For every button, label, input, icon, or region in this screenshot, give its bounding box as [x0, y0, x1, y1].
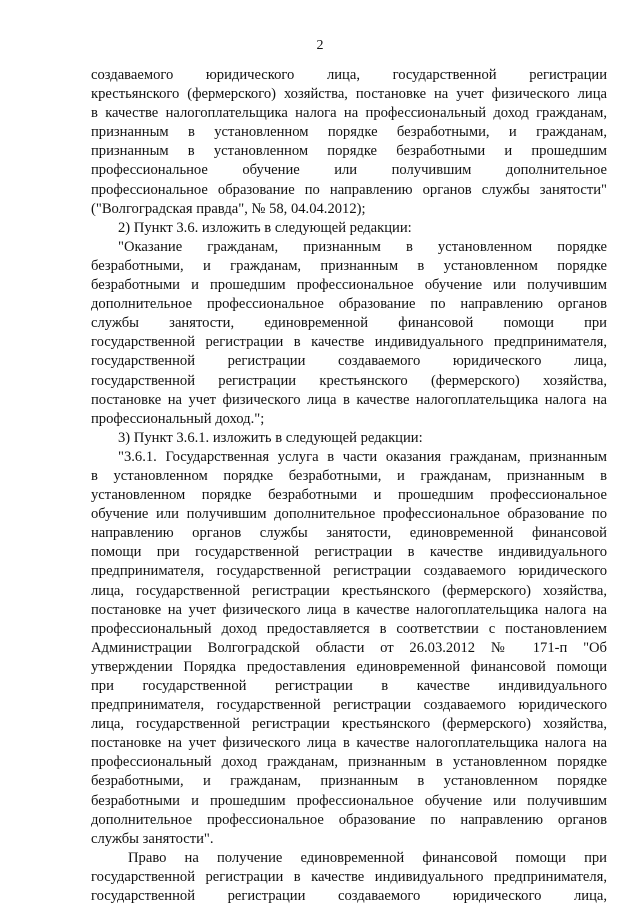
- text-line: обучение или получившим дополнительное профессиональное образование по: [91, 506, 607, 523]
- text-line: 2) Пункт 3.6. изложить в следующей редакции:: [118, 219, 412, 236]
- text-line: государственной регистрации в качестве индивидуального предпринимателя,: [91, 334, 607, 351]
- text-line: профессиональный доход.";: [91, 410, 265, 427]
- text-line: Администрации Волгоградской области от 26.03.2012 № 171-п "Об: [91, 639, 607, 656]
- text-line: безработными и прошедшим профессиональное обучение или получившим: [91, 792, 607, 809]
- text-line: крестьянского (фермерского) хозяйства, постановке на учет физического лица: [91, 86, 607, 103]
- text-line: постановке на учет физического лица в качестве налогоплательщика налога на: [91, 601, 607, 618]
- text-line: установленном порядке безработными и прошедшим профессиональное: [91, 487, 607, 504]
- text-line: признанным в установленном порядке безработными и прошедшим: [91, 143, 607, 160]
- text-line: при государственной регистрации в качестве индивидуального: [91, 678, 607, 694]
- text-line: постановке на учет физического лица в качестве налогоплательщика налога на: [91, 735, 607, 752]
- text-line: службы занятости, единовременной финансовой помощи при: [91, 315, 607, 332]
- text-line: помощи при государственной регистрации в качестве индивидуального: [91, 544, 607, 561]
- text-line: профессиональный доход предоставляется в соответствии с постановлением: [91, 620, 607, 637]
- text-line: 3) Пункт 3.6.1. изложить в следующей редакции:: [118, 429, 423, 446]
- text-line: лица, государственной регистрации крестьянского (фермерского) хозяйства,: [91, 582, 607, 599]
- text-line: ("Волгоградская правда", № 58, 04.04.2012);: [91, 200, 366, 217]
- text-line: предпринимателя, государственной регистрации создаваемого юридического: [91, 697, 607, 714]
- text-line: направлению органов службы занятости, единовременной финансовой: [91, 525, 607, 542]
- page-number: 2: [316, 38, 324, 53]
- text-line: в установленном порядке безработными, и гражданам, признанным в: [91, 467, 607, 484]
- text-line: государственной регистрации в качестве индивидуального предпринимателя,: [91, 868, 607, 885]
- text-line: утверждении Порядка предоставления единовременной финансовой помощи: [91, 658, 607, 675]
- text-line: профессиональный доход гражданам, признанным в установленном порядке: [91, 754, 607, 771]
- text-line: постановке на учет физического лица в качестве налогоплательщика налога на: [91, 391, 607, 408]
- text-line: дополнительное профессиональное образование по направлению органов: [91, 296, 607, 313]
- text-line: создаваемого юридического лица, государственной регистрации: [91, 67, 607, 83]
- text-line: Право на получение единовременной финансовой помощи при: [128, 849, 607, 866]
- text-line: службы занятости".: [91, 830, 214, 847]
- text-line: безработными, и гражданам, признанным в установленном порядке: [91, 257, 607, 274]
- text-line: государственной регистрации крестьянского (фермерского) хозяйства,: [91, 372, 607, 389]
- text-line: "3.6.1. Государственная услуга в части оказания гражданам, признанным: [118, 448, 607, 465]
- text-line: в качестве налогоплательщика налога на профессиональный доход гражданам,: [91, 105, 607, 122]
- text-line: безработными и прошедшим профессиональное обучение или получившим: [91, 277, 607, 294]
- text-line: профессиональное образование по направлению органов службы занятости": [91, 181, 607, 198]
- text-line: профессиональное обучение или получившим дополнительное: [91, 162, 607, 179]
- text-line: государственной регистрации создаваемого юридического лица,: [91, 888, 607, 905]
- text-line: "Оказание гражданам, признанным в установленном порядке: [118, 238, 607, 255]
- text-line: безработными, и гражданам, признанным в установленном порядке: [91, 773, 607, 790]
- text-line: государственной регистрации создаваемого юридического лица,: [91, 353, 607, 370]
- text-line: дополнительное профессиональное образование по направлению органов: [91, 811, 607, 828]
- text-line: лица, государственной регистрации крестьянского (фермерского) хозяйства,: [91, 716, 607, 733]
- document-body: [91, 66, 607, 906]
- text-line: признанным в установленном порядке безработными, и гражданам,: [91, 124, 607, 141]
- text-line: предпринимателя, государственной регистрации создаваемого юридического: [91, 563, 607, 580]
